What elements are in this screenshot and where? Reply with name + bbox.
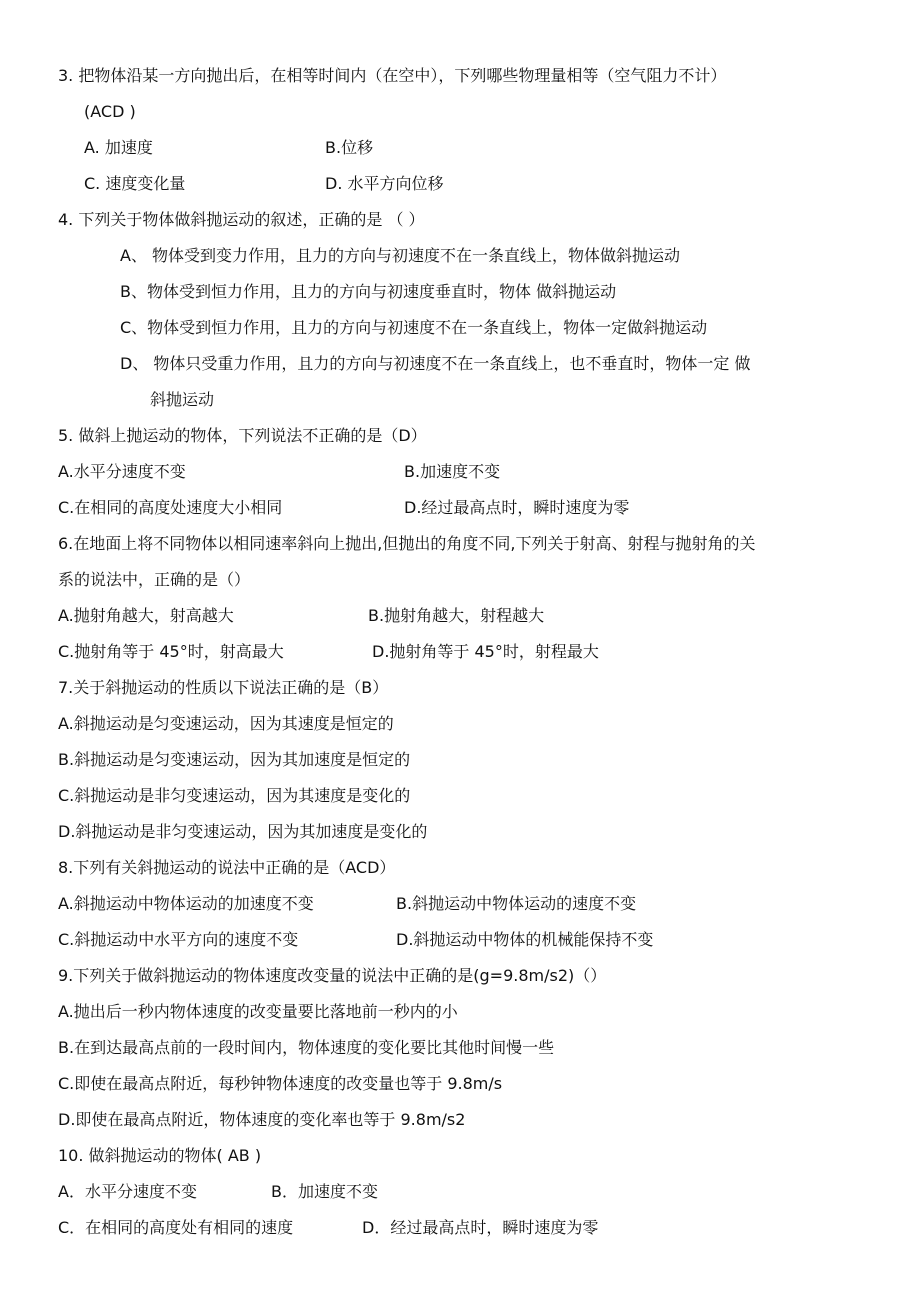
q6-options-row-2 xyxy=(58,642,878,662)
q9-option-d: D.即使在最高点附近，物体速度的变化率也等于 9.8m/s2 xyxy=(58,1110,466,1129)
q10-options-row-1 xyxy=(58,1182,878,1202)
q4-option-c: C、物体受到恒力作用，且力的方向与初速度不在一条直线上，物体一定做斜抛运动 xyxy=(120,318,708,337)
q8-options-row-2 xyxy=(58,930,878,950)
q7-option-d: D.斜抛运动是非匀变速运动，因为其加速度是变化的 xyxy=(58,822,428,841)
q10-option-d: D．经过最高点时，瞬时速度为零 xyxy=(362,1218,599,1237)
q6-option-d: D.抛射角等于 45°时，射程最大 xyxy=(372,642,599,661)
q9-option-c: C.即使在最高点附近，每秒钟物体速度的改变量也等于 9.8m/s xyxy=(58,1074,503,1093)
q9-option-a: A.抛出后一秒内物体速度的改变量要比落地前一秒内的小 xyxy=(58,1002,458,1021)
q3-option-a: A. 加速度 xyxy=(84,138,153,157)
q7-option-c: C.斜抛运动是非匀变速运动，因为其速度是变化的 xyxy=(58,786,411,805)
q9-option-b: B.在到达最高点前的一段时间内，物体速度的变化要比其他时间慢一些 xyxy=(58,1038,555,1057)
q5-options-row-2 xyxy=(58,498,878,518)
q5-option-d: D.经过最高点时，瞬时速度为零 xyxy=(404,498,630,517)
q8-stem: 8.下列有关斜抛运动的说法中正确的是（ACD） xyxy=(58,858,396,877)
q5-option-a: A.水平分速度不变 xyxy=(58,462,186,481)
q4-stem: 4. 下列关于物体做斜抛运动的叙述，正确的是 （ ） xyxy=(58,210,425,229)
q3-option-b: B.位移 xyxy=(325,138,374,157)
q10-options-row-2 xyxy=(58,1218,878,1238)
q3-stem: 3. 把物体沿某一方向抛出后，在相等时间内（在空中），下列哪些物理量相等（空气阻力不计） xyxy=(58,66,727,85)
q4-option-b: B、物体受到恒力作用，且力的方向与初速度垂直时，物体 做斜抛运动 xyxy=(120,282,617,301)
q8-option-d: D.斜抛运动中物体的机械能保持不变 xyxy=(396,930,654,949)
q8-option-b: B.斜抛运动中物体运动的速度不变 xyxy=(396,894,637,913)
q6-stem-line-2: 系的说法中，正确的是（） xyxy=(58,570,251,589)
q6-options-row-1 xyxy=(58,606,878,626)
q4-option-d-line-2: 斜抛运动 xyxy=(150,390,215,409)
q7-stem: 7.关于斜抛运动的性质以下说法正确的是（B） xyxy=(58,678,389,697)
q10-option-a: A．水平分速度不变 xyxy=(58,1182,197,1201)
q5-option-b: B.加速度不变 xyxy=(404,462,501,481)
q3-options-row-1 xyxy=(84,138,884,158)
q8-option-a: A.斜抛运动中物体运动的加速度不变 xyxy=(58,894,314,913)
q10-option-c: C．在相同的高度处有相同的速度 xyxy=(58,1218,294,1237)
q4-option-a: A、 物体受到变力作用，且力的方向与初速度不在一条直线上，物体做斜抛运动 xyxy=(120,246,681,265)
q7-option-a: A.斜抛运动是匀变速运动，因为其速度是恒定的 xyxy=(58,714,394,733)
q5-stem: 5. 做斜上抛运动的物体，下列说法不正确的是（D） xyxy=(58,426,427,445)
q6-option-c: C.抛射角等于 45°时，射高最大 xyxy=(58,642,284,661)
q6-stem-line-1: 6.在地面上将不同物体以相同速率斜向上抛出,但抛出的角度不同,下列关于射高、射程与抛射角的关 xyxy=(58,534,756,553)
q10-stem: 10. 做斜抛运动的物体( AB ) xyxy=(58,1146,262,1165)
q5-option-c: C.在相同的高度处速度大小相同 xyxy=(58,498,283,517)
q4-option-d-line-1: D、 物体只受重力作用，且力的方向与初速度不在一条直线上，也不垂直时，物体一定 做 xyxy=(120,354,751,373)
q8-options-row-1 xyxy=(58,894,878,914)
q10-option-b: B．加速度不变 xyxy=(271,1182,378,1201)
q3-option-c: C. 速度变化量 xyxy=(84,174,186,193)
q5-options-row-1 xyxy=(58,462,878,482)
q3-options-row-2 xyxy=(84,174,884,194)
q6-option-a: A.抛射角越大，射高越大 xyxy=(58,606,234,625)
q7-option-b: B.斜抛运动是匀变速运动，因为其加速度是恒定的 xyxy=(58,750,411,769)
q9-stem: 9.下列关于做斜抛运动的物体速度改变量的说法中正确的是(g=9.8m/s2)（） xyxy=(58,966,607,985)
q3-option-d: D. 水平方向位移 xyxy=(325,174,444,193)
q6-option-b: B.抛射角越大，射程越大 xyxy=(368,606,545,625)
q8-option-c: C.斜抛运动中水平方向的速度不变 xyxy=(58,930,299,949)
q3-answer: (ACD ) xyxy=(84,102,136,121)
